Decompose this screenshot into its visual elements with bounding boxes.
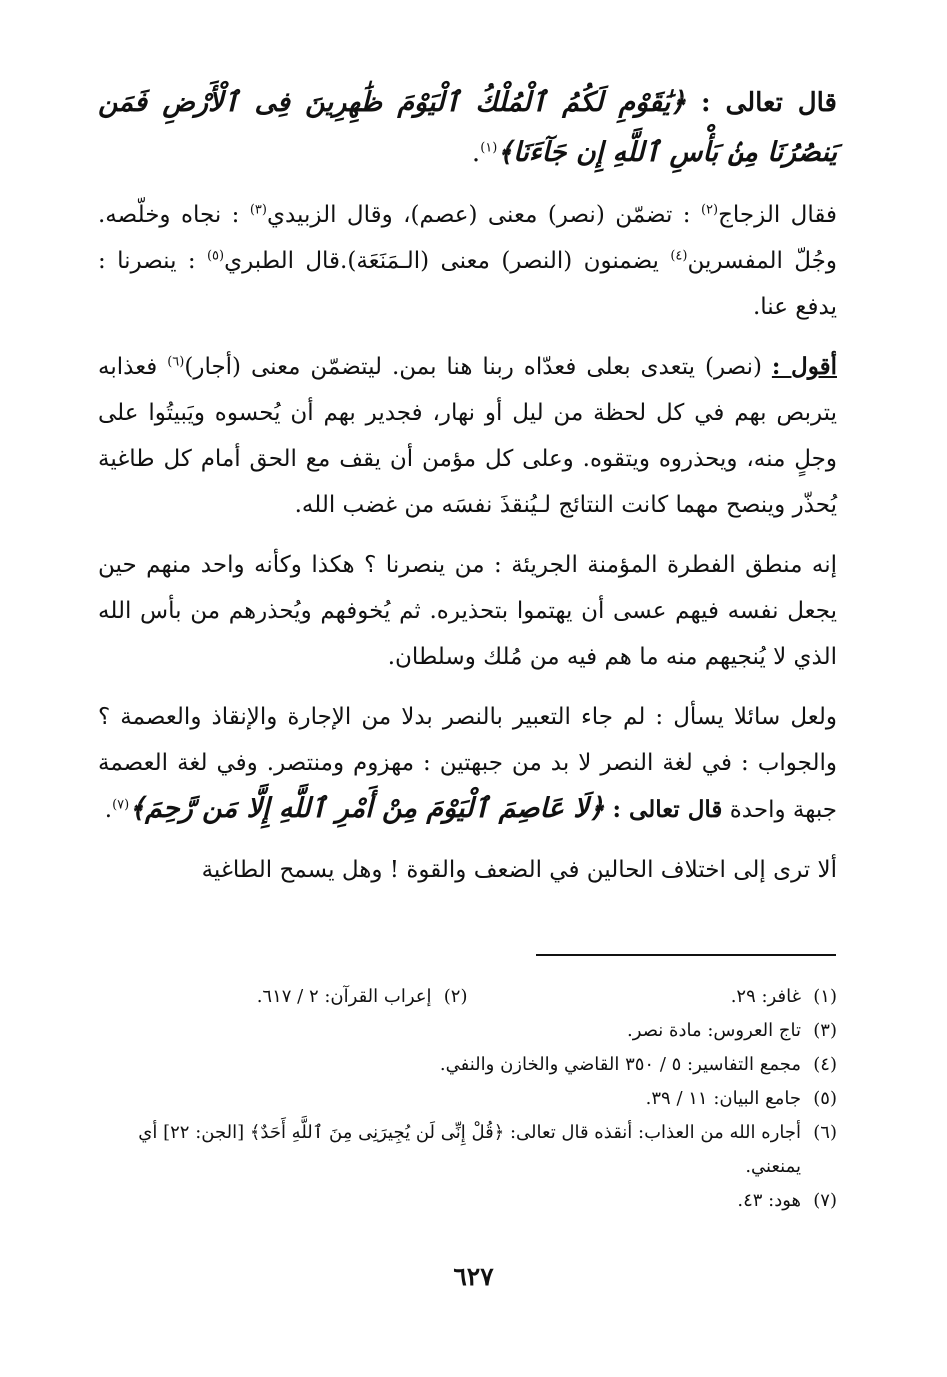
footnote-text: تاج العروس: مادة نصر. <box>627 1020 801 1041</box>
paragraph <box>98 694 837 833</box>
footnote-number: (٥) <box>813 1088 837 1109</box>
footnote-ref: (٧) <box>112 797 130 813</box>
footnote-number: (٤) <box>813 1054 837 1075</box>
footnote-text: جامع البيان: ١١ / ٣٩. <box>645 1088 801 1109</box>
footnotes <box>98 980 837 1218</box>
text-segment: : تضمّن (نصر) معنى (عصم)، وقال الزبيدي <box>266 202 701 228</box>
text-segment: فعذابه يتربص بهم في كل لحظة من ليل أو نهار، فجدير بهم أن يُحسوه ويَبيتُوا على وجلٍ منه، ويحذروه ويتقوه. وعلى كل مؤمن أن يقف مع الحق أمام كل طاغية يُحذّر وينصح مهما كانت النتائج لـيُنقذَ نفسَه من غضب الله. <box>98 354 837 518</box>
paragraph <box>98 542 837 680</box>
text-segment: قال تعالى : <box>686 88 837 118</box>
text-segment: يضمنون (النصر) معنى (الـمَنَعَة).قال الطبري <box>224 248 671 274</box>
text-segment: أقول : <box>771 353 837 380</box>
footnote-ref: (٢) <box>700 202 719 218</box>
footnote <box>98 1116 837 1184</box>
footnote-number: (٣) <box>813 1020 837 1041</box>
footnote-row <box>98 980 837 1014</box>
footnote <box>98 980 468 1014</box>
footnote-ref: (١) <box>480 140 498 156</box>
footnote-text: أجاره الله من العذاب: أنقذه قال تعالى: ﴿قُلْ إِنِّى لَن يُجِيرَنِى مِنَ ٱللَّهِ أَحَدٌ﴾ [الجن: ٢٢] أي يمنعني. <box>138 1122 801 1177</box>
quran-verse: ﴿لَا عَاصِمَ ٱلْيَوْمَ مِنْ أَمْرِ ٱللَّهِ إِلَّا مَن رَّحِمَ﴾ <box>129 793 605 824</box>
text-segment: ولعل سائلا يسأل : لم جاء التعبير بالنصر بدلا من الإجارة والإنقاذ والعصمة ؟ والجواب : في لغة النصر لا بد من جبهتين : مهزوم ومنتصر. وفي لغة العصمة جبهة واحدة <box>98 704 837 823</box>
footnote <box>98 1184 837 1218</box>
text-segment: ألا ترى إلى اختلاف الحالين في الضعف والقوة ! وهل يسمح الطاغية <box>201 857 837 883</box>
footnote-number: (٦) <box>813 1122 837 1143</box>
main-text <box>98 78 837 907</box>
text-segment: : ينصرنا : يدفع عنا. <box>98 248 837 320</box>
paragraph <box>98 78 837 178</box>
footnote-text: إعراب القرآن: ٢ / ٦١٧. <box>256 986 432 1007</box>
footnote <box>468 980 838 1014</box>
text-segment: : نجاه وخلّصه. وجُلّ المفسرين <box>98 202 837 274</box>
paragraph <box>98 192 837 330</box>
footnote-separator <box>536 954 836 956</box>
footnote-number: (٢) <box>443 986 468 1007</box>
text-segment: إنه منطق الفطرة المؤمنة الجريئة : من ينصرنا ؟ هكذا وكأنه واحد منهم حين يجعل نفسه فيهم عسى أن يهتموا بتحذيره. ثم يُخوفهم ويُحذرهم من بأس الله الذي لا يُنجيهم منه ما هم فيه من مُلك وسلطان. <box>98 552 837 670</box>
quran-verse: ﴿يَٰقَوْمِ لَكُمُ ٱلْمُلْكُ ٱلْيَوْمَ ظَٰهِرِينَ فِى ٱلْأَرْضِ فَمَن يَنصُرُنَا مِنۢ بَأْسِ ٱللَّهِ إِن جَآءَنَا﴾ <box>98 87 837 168</box>
footnote <box>98 1082 837 1116</box>
text-segment: (نصر) يتعدى بعلى فعدّاه ربنا هنا بمن. ليتضمّن معنى (أجار) <box>184 354 772 380</box>
footnote-number: (١) <box>813 986 837 1007</box>
text-segment: . <box>104 797 113 823</box>
footnote-ref: (٣) <box>249 202 267 218</box>
page-number: ٦٢٧ <box>453 1262 494 1291</box>
paragraph <box>98 847 837 893</box>
footnote-number: (٧) <box>813 1190 837 1211</box>
text-segment: فقال الزجاج <box>718 202 837 228</box>
footnote-text: مجمع التفاسير: ٥ / ٣٥٠ القاضي والخازن والنفي. <box>439 1054 801 1075</box>
footnote-ref: (٦) <box>167 354 185 370</box>
footnote-text: هود: ٤٣. <box>737 1190 801 1211</box>
paragraph <box>98 344 837 528</box>
footnote <box>98 1048 837 1082</box>
footnote-ref: (٥) <box>206 248 225 264</box>
footnote-ref: (٤) <box>670 248 688 264</box>
footnote-text: غافر: ٢٩. <box>730 986 801 1007</box>
text-segment: قال تعالى : <box>604 796 723 823</box>
text-segment: . <box>471 138 481 168</box>
footnote <box>98 1014 837 1048</box>
